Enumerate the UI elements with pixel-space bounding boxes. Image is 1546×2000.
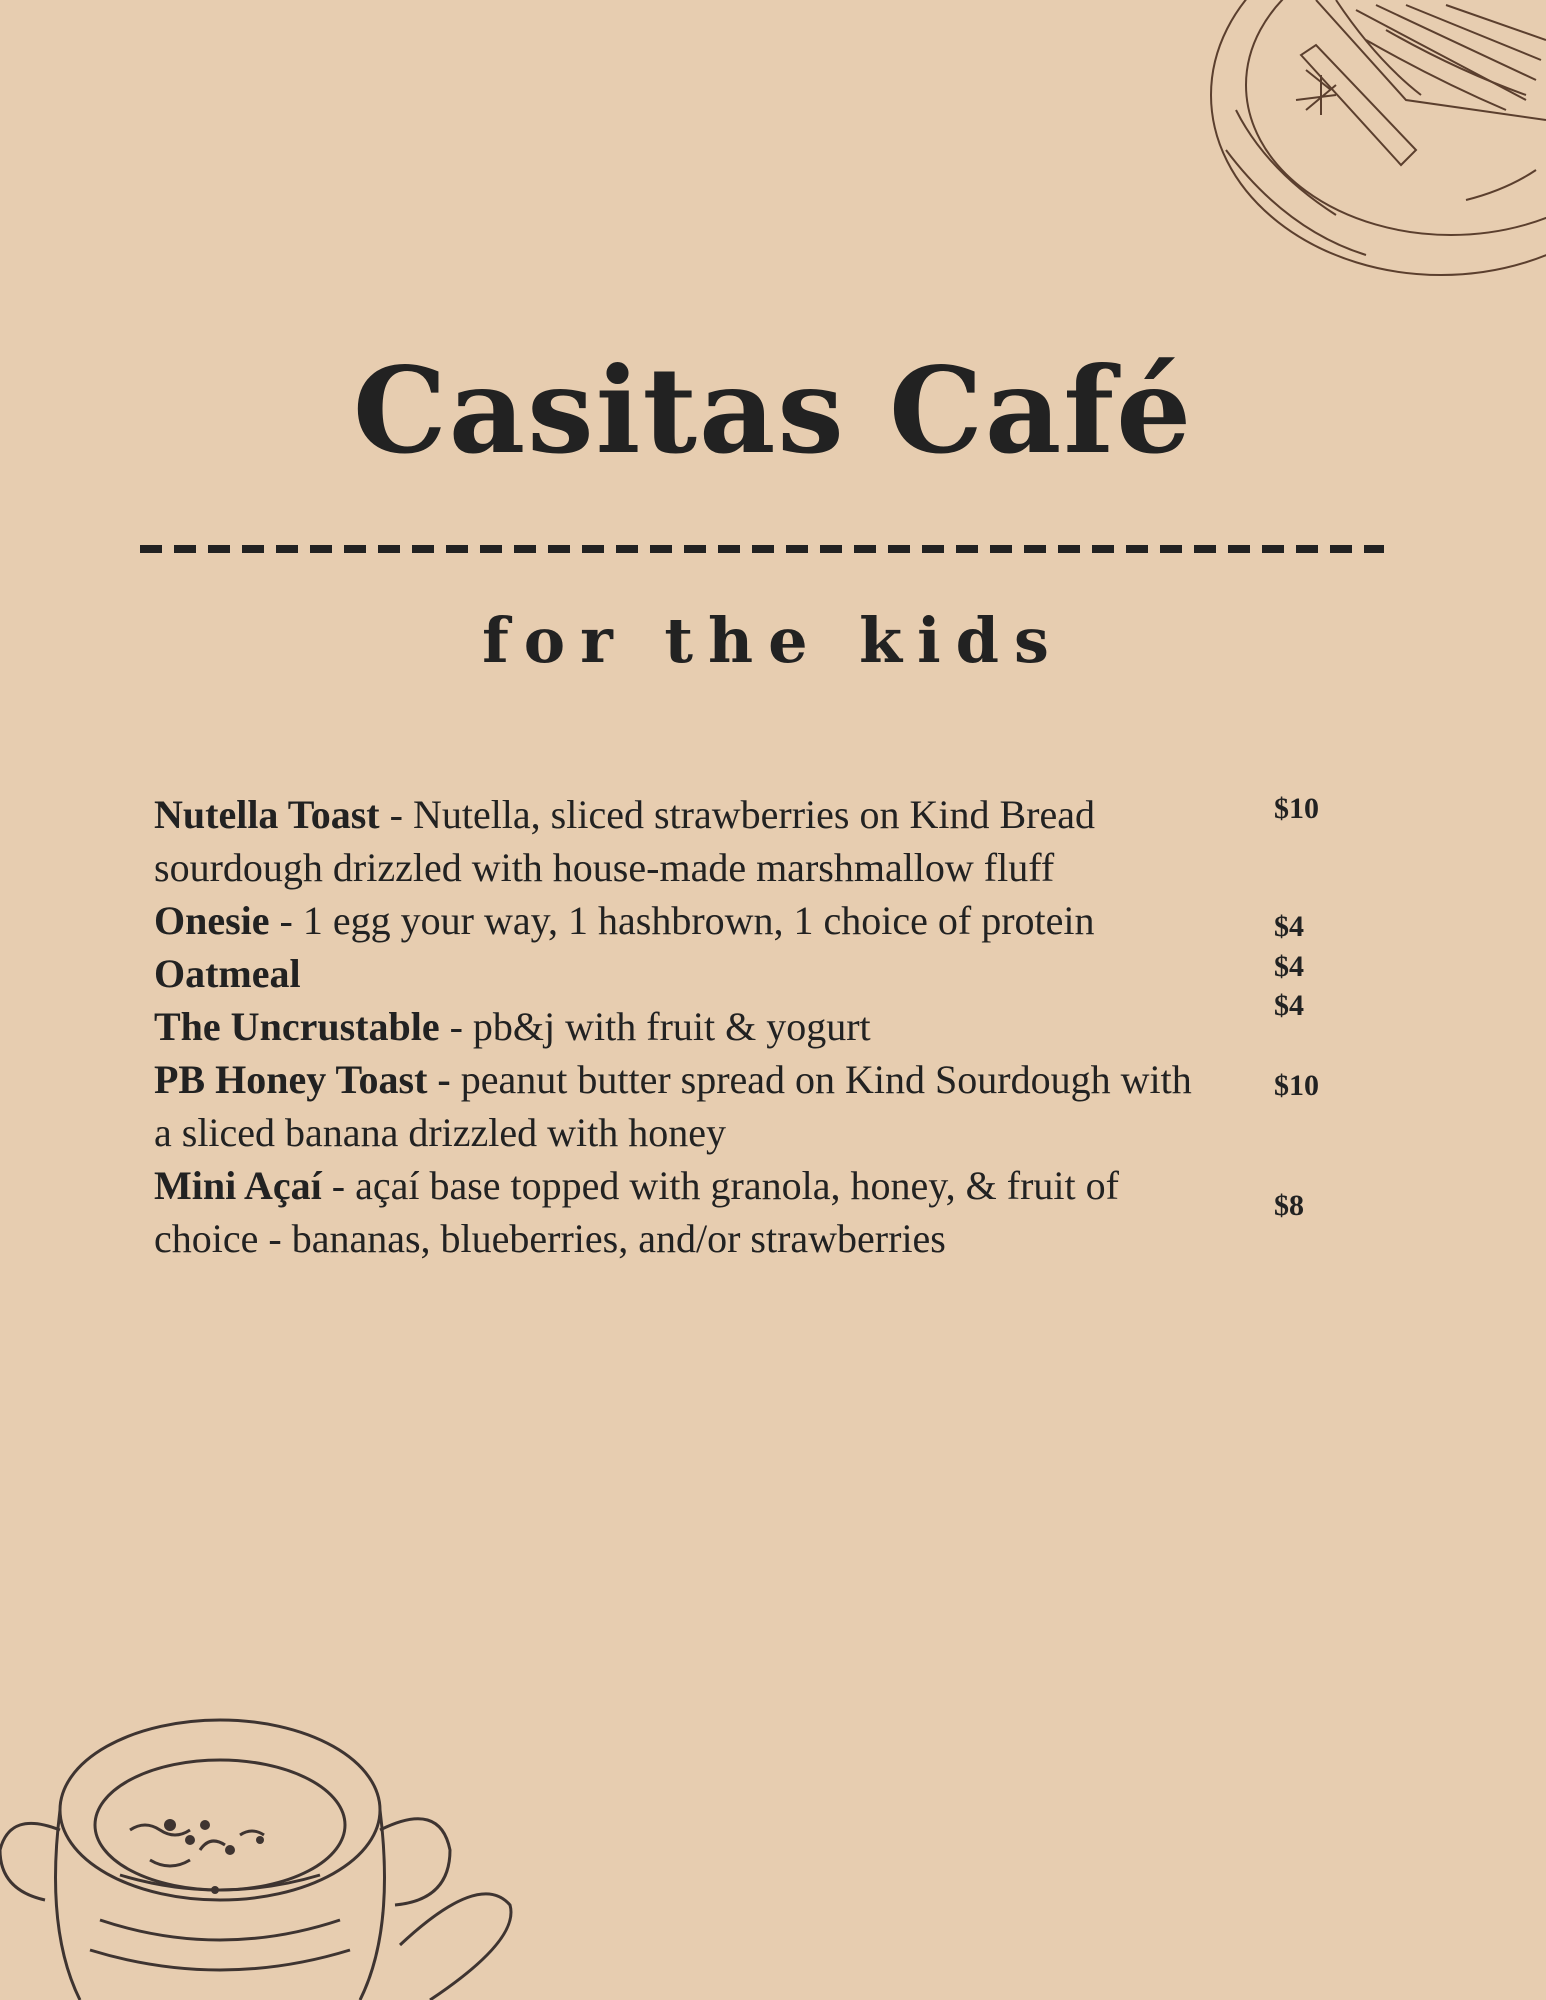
cake-slice-sketch-icon xyxy=(1206,0,1546,280)
section-title: for the kids xyxy=(482,604,1064,677)
menu-item-separator: - xyxy=(321,1163,356,1208)
menu-item-name: Mini Açaí xyxy=(154,1163,322,1208)
menu-item-separator xyxy=(451,1057,461,1102)
kids-menu-list xyxy=(154,788,1354,1265)
menu-item-mini-acai xyxy=(154,1159,1354,1265)
menu-item-description: pb&j with fruit & yogurt xyxy=(472,1004,871,1049)
menu-item-description: 1 egg your way, 1 hashbrown, 1 choice of protein xyxy=(302,898,1095,943)
menu-item-name: The Uncrustable xyxy=(154,1004,440,1049)
menu-item-separator: - xyxy=(439,1004,473,1049)
menu-item-description: Nutella, sliced strawberries on Kind Bread sourdough drizzled with house-made marshmallow fluff xyxy=(154,792,1095,890)
menu-item-description: açaí base topped with granola, honey, & fruit of choice - bananas, blueberries, and/or strawberries xyxy=(154,1163,1119,1261)
menu-item-price: $8 xyxy=(1274,1189,1304,1222)
menu-item-separator: - xyxy=(269,898,303,943)
menu-item-price: $4 xyxy=(1274,989,1304,1022)
soup-bowl-sketch-icon xyxy=(0,1700,520,2000)
menu-item-description: peanut butter spread on Kind Sourdough with a sliced banana drizzled with honey xyxy=(154,1057,1192,1155)
menu-item-separator: - xyxy=(379,792,413,837)
dashed-divider xyxy=(140,545,1384,553)
menu-item-name: Nutella Toast xyxy=(154,792,380,837)
menu-item-nutella-toast xyxy=(154,788,1354,894)
cafe-title: Casitas Café xyxy=(352,341,1194,480)
menu-item-the-uncrustable xyxy=(154,989,1354,1053)
menu-item-name: Oatmeal xyxy=(154,951,301,996)
menu-item-price: $10 xyxy=(1274,1069,1319,1102)
menu-item-onesie xyxy=(154,894,1354,947)
menu-item-price: $4 xyxy=(1274,910,1304,943)
menu-item-oatmeal xyxy=(154,947,1354,1000)
menu-item-price: $10 xyxy=(1274,792,1319,825)
menu-item-pb-honey-toast xyxy=(154,1053,1354,1159)
menu-item-name: PB Honey Toast - xyxy=(154,1057,451,1102)
menu-item-name: Onesie xyxy=(154,898,270,943)
menu-item-price: $4 xyxy=(1274,950,1304,983)
